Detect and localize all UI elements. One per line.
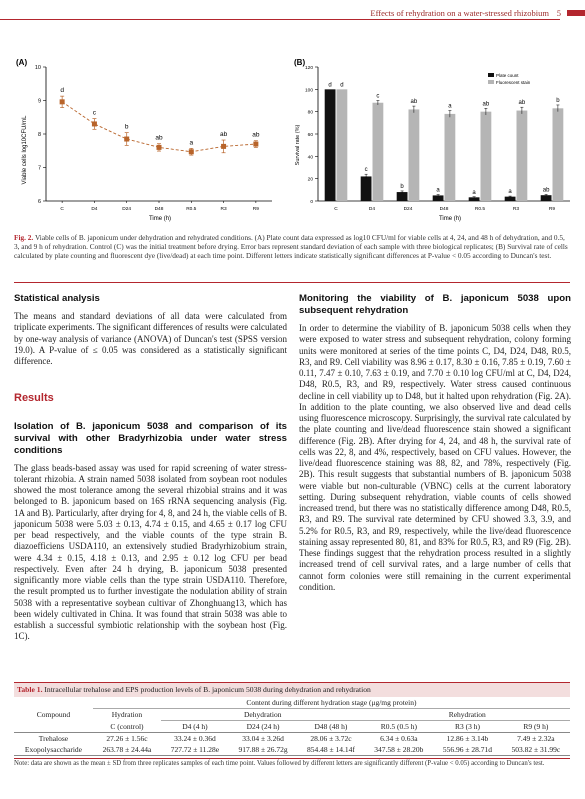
x-tick-label: C — [334, 207, 338, 212]
x-tick-label: R3 — [512, 207, 520, 212]
left-column — [14, 293, 287, 643]
page-number: 5 — [556, 8, 561, 18]
heading-monitoring: Monitoring the viability of B. japonicum 5038 upon subsequent rehydration — [299, 293, 571, 316]
x-tick-label: C — [60, 207, 64, 212]
col-header: C (control) — [110, 721, 144, 731]
significance-letter: ab — [410, 99, 418, 106]
header-rule — [0, 19, 560, 20]
bar-plate-count — [325, 89, 336, 201]
legend-fluorescent-stain: Fluorescent stain — [496, 80, 531, 85]
y-tick-label: 10 — [34, 65, 41, 71]
panel-a-xlabel: Time (h) — [148, 216, 172, 222]
col-header: D24 (24 h) — [246, 722, 280, 731]
bar-plate-count — [541, 195, 552, 201]
heading-isolation: Isolation of B. japonicum 5038 and comparison of its survival with other Bradyrhizobia under water stress conditions — [14, 420, 287, 456]
significance-letter: a — [189, 139, 194, 147]
para-statistical-analysis: The means and standard deviations of all data were calculated from triplicate experiments. The significant differences of results were calculated by one-way analysis of variance (ANOVA) of Duncan's test (SPSS version 19.0). A P-value of ≤ 0.05 was considered as a statistically significant difference. — [14, 311, 287, 366]
x-tick-label: R0.5 — [474, 207, 486, 212]
significance-letter: a — [436, 187, 440, 194]
table-cell: 503.82 ± 31.99c — [511, 745, 561, 754]
x-tick-label: D4 — [91, 207, 98, 212]
para-isolation: The glass beads-based assay was used for rapid screening of water stress-tolerant rhizobia. A strain named 5038 isolated from soybean root nodules showed the most tolerance among the several rhizobial strains and it was belonged to B. japonicum based on 16S rRNA sequencing analysis (Fig. 1A and B). Particularly, after drying for 4, 8, and 24 h, the viable cells of B. japonicum 5038 were 5.03 ± 0.13, 4.74 ± 0.15, and 4.65 ± 0.17 log CFU per bead respectively, and the viable counts of the type strain B. diazoefficiens USDA110, an extensively studied Bradyrhizobium strain, were 4.34 ± 0.15, 4.18 ± 0.13, and 2.95 ± 0.12 log CFU per bead respectively. Even after 24 h drying, B. japonicum 5038 presented significantly more viable cells than the type strain USDA110. Therefore, the result prompted us to further investigate the nodulation ability of strain 5038 with a representative soybean cultivar of Zhonghuang13, which has been widely cultivated in China. It was found that strain 5038 was able to establish a successful symbiotic relationship with the soybean host (Fig. 1C). — [14, 462, 287, 642]
table-1 — [14, 682, 570, 769]
table-cell: Trehalose — [38, 734, 69, 743]
caption-text: Viable cells of B. japonicum under dehydration and rehydrated conditions. (A) Plate count data expressed as log10 CFU/ml for viable cells at 4, 24, and 48 h of dehydration, and 0.5, 3, and 9 h of rehydration. Control (C) was the initial treatment before drying. Error bars represent standard deviation of each sample with three biological replicates; (B) Survival rate of cells calculated by plate counting and fluorescent dye (live/dead) at each time point. Different letters indicate statistically significant differences at P-value < 0.05 according to Duncan's test. — [14, 233, 568, 261]
legend-swatch-fluorescent — [488, 80, 494, 84]
table-cell: 917.88 ± 26.72g — [238, 745, 288, 754]
para-monitoring: In order to determine the viability of B. japonicum 5038 cells when they were exposed to water stress and subsequent rehydration, colony forming units were monitored at series of the time points C, D4, D24, D48, R0.5, R3, and R9. Cell viability was 8.96 ± 0.17, 8.30 ± 0.16, 7.85 ± 0.19, 7.60 ± 0.11, 7.47 ± 0.10, 7.63 ± 0.19, and 7.70 ± 0.10 log CFU/ml at C, D4, D24, D48, R0.5, R3, and R9, respectively. Water stress caused continuous decline in cell viability up to D48, but it halted upon rehydration (Fig. 2A). In addition to the plate counting, we also observed live and dead cells using fluorescence microscopy. Surprisingly, the survival rate calculated by the plate counting and live/dead fluorescence stain showed a significant difference (Fig. 2B). After drying for 4, 24, and 48 h, the survival rate of cells was 22, 8, and 4%, respectively, based on CFU values. However, the live/dead fluorescence staining was 88, 82, and 78%, respectively (Fig. 2B). This result suggests that substantial numbers of B. japonicum 5038 were viable but non-culturable (VBNC) cells at the current laboratory setting. During subsequent rehydration, viable counts of cells showed increased trend, but there was no statistically difference among D48, R0.5, R3, and R9. The survival rate determined by CFU showed 3.3, 3.9, and 5.2% for R0.5, R3, and R9, respectively, while the live/dead fluorescence staining assay represented 80, 81, and 83% for R0.5, R3, and R9 (Fig. 2B). These findings suggest that the rehydration process resulted in a slightly increased trend of cell survival rates, and a large number of cells that cannot form colonies were still remaining in the current experimental condition. — [299, 323, 571, 592]
significance-letter: ab — [155, 134, 163, 142]
content-header: Content during different hydration stage (μg/mg protein) — [93, 697, 570, 709]
group-dehydration: Dehydration — [161, 709, 364, 721]
significance-letter: ab — [252, 131, 260, 139]
x-tick-label: D24 — [122, 207, 132, 212]
bar-fluorescent-stain — [553, 108, 564, 201]
panel-a-label: (A) — [16, 58, 28, 67]
table-note: Note: data are shown as the mean ± SD from three replicates samples of each time point. Values followed by different letters are significantly different (P-value < 0.05) according to Duncan's test. — [14, 758, 570, 769]
table-cell: 727.72 ± 11.28e — [170, 745, 220, 754]
significance-letter: d — [60, 87, 64, 95]
bar-plate-count — [505, 197, 516, 201]
figure-caption — [14, 233, 570, 261]
figure-2a-line-chart — [10, 55, 280, 227]
significance-letter: a — [472, 189, 476, 196]
table-cell: 854.48 ± 14.14f — [307, 745, 355, 754]
x-tick-label: R0.5 — [186, 207, 197, 212]
data-table — [14, 697, 570, 756]
data-point — [253, 142, 258, 147]
table-cell: 263.78 ± 24.44a — [102, 745, 152, 754]
significance-letter: a — [508, 189, 512, 196]
x-tick-label: D48 — [439, 207, 449, 212]
bar-plate-count — [361, 176, 372, 201]
x-tick-label: D4 — [368, 207, 376, 212]
x-tick-label: R3 — [220, 207, 227, 212]
significance-letter: c — [376, 93, 380, 100]
y-tick-label: 80 — [307, 110, 313, 116]
bar-fluorescent-stain — [409, 109, 420, 201]
significance-letter: ab — [518, 100, 526, 107]
bar-fluorescent-stain — [445, 114, 456, 201]
bar-fluorescent-stain — [481, 112, 492, 201]
significance-letter: ab — [219, 131, 228, 139]
caption-label: Fig. 2. — [14, 233, 34, 242]
y-tick-label: 9 — [37, 98, 41, 105]
header-accent-bar — [567, 10, 585, 16]
significance-letter: c — [364, 167, 368, 174]
y-tick-label: 40 — [307, 155, 313, 161]
y-tick-label: 7 — [37, 165, 41, 172]
bar-fluorescent-stain — [373, 103, 384, 201]
table-title-bar — [14, 682, 570, 697]
y-tick-label: 120 — [304, 66, 313, 71]
data-point — [221, 144, 226, 149]
caption-rule — [14, 282, 570, 283]
x-tick-label: R9 — [548, 207, 556, 212]
group-rehydration: Rehydration — [364, 709, 570, 721]
col-header: D4 (4 h) — [182, 722, 208, 731]
heading-statistical-analysis: Statistical analysis — [14, 293, 100, 304]
legend-swatch-plate-count — [488, 73, 494, 77]
table-row — [14, 733, 570, 745]
significance-letter: b — [124, 123, 129, 131]
x-tick-label: R9 — [252, 207, 259, 212]
significance-letter: c — [92, 109, 97, 117]
data-point — [189, 149, 194, 154]
x-tick-label: D48 — [154, 207, 164, 212]
col-header: R0.5 (0.5 h) — [380, 722, 417, 731]
significance-letter: a — [448, 103, 452, 110]
table-cell: 556.96 ± 28.71d — [442, 745, 493, 754]
bar-fluorescent-stain — [517, 111, 528, 201]
table-cell: 7.49 ± 2.32a — [517, 734, 555, 743]
table-cell: 12.86 ± 3.14b — [446, 734, 489, 743]
significance-letter: d — [328, 82, 332, 89]
y-tick-label: 0 — [310, 200, 313, 205]
table-cell: 6.34 ± 0.63a — [380, 734, 418, 743]
table-title: Intracellular trehalose and EPS production levels of B. japonicum 5038 during dehydration and rehydration — [44, 685, 371, 694]
col-header: D48 (48 h) — [314, 722, 348, 731]
compound-header: Compound — [14, 697, 93, 733]
table-label: Table 1. — [17, 685, 43, 694]
significance-letter: ab — [482, 101, 490, 108]
table-cell: 28.06 ± 3.72c — [310, 734, 352, 743]
panel-b-label: (B) — [294, 58, 306, 67]
y-tick-label: 100 — [304, 88, 313, 94]
panel-b-ylabel: Survival rate (%) — [295, 124, 301, 166]
right-column — [299, 293, 571, 593]
col-header: R3 (3 h) — [454, 722, 480, 731]
significance-letter: d — [340, 82, 344, 89]
significance-letter: ab — [542, 187, 550, 194]
data-point — [157, 145, 162, 150]
x-tick-label: D24 — [403, 207, 413, 212]
panel-a-ylabel: Viable cells log10CFU/mL — [22, 115, 28, 185]
data-point — [60, 99, 65, 104]
bar-fluorescent-stain — [337, 89, 348, 201]
y-tick-label: 20 — [307, 177, 313, 183]
bar-plate-count — [397, 192, 408, 201]
significance-letter: b — [400, 183, 404, 190]
table-cell: 33.04 ± 3.26d — [242, 734, 284, 743]
data-point — [124, 137, 129, 142]
y-tick-label: 60 — [307, 133, 313, 138]
y-tick-label: 8 — [37, 132, 41, 138]
col-header: R9 (9 h) — [523, 722, 549, 731]
table-cell: Exopolysaccharide — [24, 745, 82, 754]
heading-results: Results — [14, 392, 54, 405]
y-tick-label: 6 — [37, 199, 41, 205]
legend-plate-count: Plate count — [496, 73, 519, 78]
table-cell: 347.58 ± 28.20b — [374, 745, 424, 754]
group-hydration: Hydration — [111, 710, 143, 720]
table-row — [14, 744, 570, 756]
table-cell: 33.24 ± 0.36d — [174, 734, 216, 743]
running-title: Effects of rehydration on a water-stressed rhizobium — [370, 8, 549, 18]
table-cell: 27.26 ± 1.56c — [106, 734, 148, 743]
figure-2b-bar-chart — [290, 55, 575, 227]
significance-letter: b — [556, 97, 560, 104]
data-point — [92, 121, 97, 126]
running-header — [0, 0, 585, 26]
panel-b-xlabel: Time (h) — [438, 216, 462, 222]
